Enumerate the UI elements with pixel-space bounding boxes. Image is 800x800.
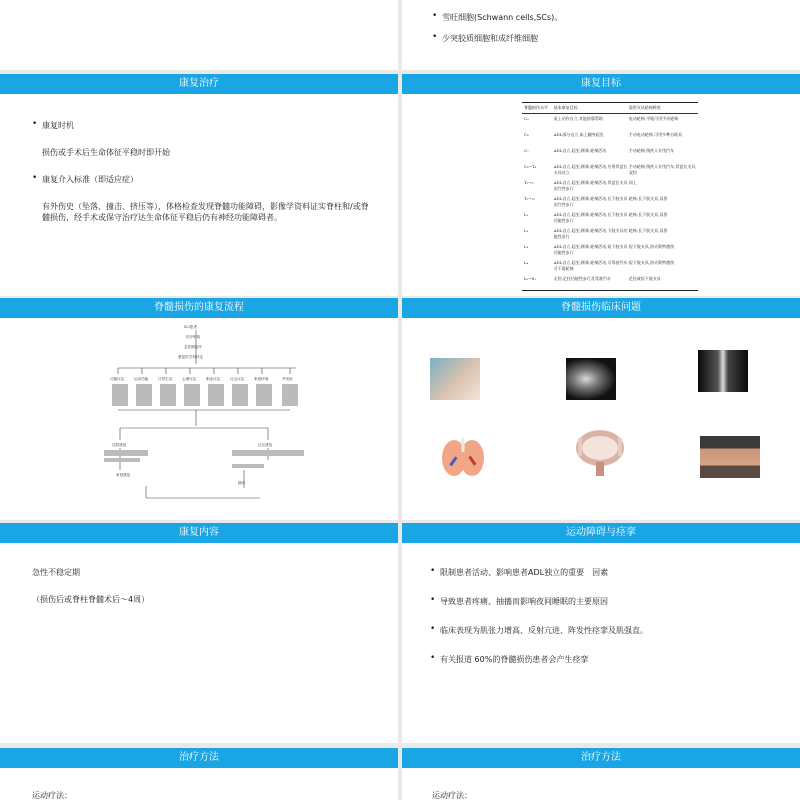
- table-cell: C₅: [524, 116, 529, 121]
- table-cell: L₂: [524, 228, 529, 233]
- flow-node: 急性期治疗: [184, 345, 202, 349]
- table-row: [522, 146, 698, 162]
- col-header: 需用支具轮椅种类: [628, 105, 661, 110]
- flow-node: 康复医学科评定: [178, 355, 204, 359]
- table-cell: ADL自立,起坐,移乘,轮椅活动,下肢支具功能性步行: [553, 228, 628, 239]
- flow-node: 职业评定: [206, 377, 221, 381]
- spasticity-point: • 导致患者疼痛、抽搐而影响夜间睡眠的主要原因: [428, 596, 780, 607]
- flow-node: 家庭环境: [254, 377, 269, 381]
- back-photo: [700, 436, 760, 478]
- spasticity-point: • 有关报道 60%的脊髓损伤患者会产生痉挛: [428, 654, 780, 665]
- table-cell: ADL自立,起坐,移乘,轮椅活动,骨盆长支具治疗性步行: [553, 180, 628, 191]
- table-cell: ADL部分自立,床上翻身起坐: [553, 132, 604, 137]
- mri-spine-image: [698, 350, 748, 392]
- table-cell: 轮椅,长下肢支具,双拐: [628, 196, 668, 201]
- slide-title: 康复目标: [402, 74, 800, 94]
- table-cell: ADL自立,起坐,移乘,轮椅活动,长下肢支具功能性步行: [553, 212, 628, 223]
- table-row: [522, 242, 698, 258]
- flow-node: 社会评定: [230, 377, 245, 381]
- flow-node: SCI患者: [184, 325, 198, 329]
- therapy-label: 运动疗法：: [32, 791, 72, 800]
- flow-node: 随访: [238, 481, 246, 485]
- table-cell: 电动轮椅,平地可用手动轮椅: [628, 116, 679, 121]
- slide-title: 脊髓损伤的康复流程: [0, 298, 398, 318]
- table-cell: ADL自立,起坐,移乘,轮椅活动,短下肢支具功能性步行: [553, 244, 628, 255]
- slide-rehab-flow: [0, 298, 398, 520]
- flow-node: 家庭康复: [116, 473, 131, 477]
- flow-node: 心理评定: [182, 377, 197, 381]
- phase-heading: 急性不稳定期: [32, 568, 80, 577]
- table-row: [522, 258, 698, 274]
- slide-treatment-left: [0, 748, 398, 800]
- table-cell: 轮椅,长下肢支具,双拐: [628, 212, 668, 217]
- slide-motor-spasticity: [402, 523, 800, 743]
- slide-title: 康复治疗: [0, 74, 398, 94]
- table-cell: ADL自立,起坐,移乘,轮椅活动,长下肢支具治疗性步行: [553, 196, 628, 207]
- table-cell: 同上: [628, 180, 637, 185]
- table-row: [522, 178, 698, 194]
- bullet-rehab-timing: • 康复时机: [30, 120, 374, 131]
- table-row: [522, 226, 698, 242]
- table-row: [522, 194, 698, 210]
- slide-title: 脊髓损伤临床问题: [402, 298, 800, 318]
- flow-node: 住院康复: [112, 443, 127, 447]
- table-cell: 桌上动作自立,其他依靠帮助: [553, 116, 603, 121]
- table-cell: 轮椅,长下肢支具,双拐: [628, 228, 668, 233]
- table-cell: 足托或短下肢支具: [628, 276, 661, 281]
- flow-node: 运动功能: [134, 377, 149, 381]
- flow-node: 社区康复: [258, 443, 273, 447]
- table-cell: L₄: [524, 260, 529, 265]
- flow-node: 医疗机构: [186, 335, 201, 339]
- slide-top-right: [402, 0, 800, 70]
- flow-node: 日常生活: [158, 377, 173, 381]
- bullet-indication: • 康复介入标准（即适应症）: [30, 174, 374, 185]
- table-cell: 手动轮椅,残疾人专用汽车: [628, 148, 675, 153]
- table-cell: 短下肢支具,洛夫斯特德拐: [628, 260, 675, 265]
- rehab-flowchart: [0, 298, 398, 520]
- rehab-timing-text: 损伤或手术后生命体征平稳时即开始: [42, 148, 170, 157]
- table-cell: L₃: [524, 244, 529, 249]
- flow-node: 功能评定: [110, 377, 125, 381]
- slide-rehab-content: [0, 523, 398, 743]
- slide-title: 康复内容: [0, 523, 398, 543]
- table-row: [522, 130, 698, 146]
- spasticity-point: • 临床表现为肌张力增高、反射亢进、阵发性痉挛及肌强直。: [428, 625, 780, 636]
- cell-type-item: • 少突胶质细胞和成纤维细胞: [430, 33, 562, 44]
- bladder-illustration: [570, 428, 630, 478]
- flow-node: 并发症: [282, 377, 293, 381]
- table-cell: ADL自立,起坐,移乘,轮椅活动: [553, 148, 607, 153]
- slide-clinical-issues: [402, 298, 800, 520]
- slide-top-left: [0, 0, 398, 70]
- table-cell: 手动轮椅,残疾人专用汽车,骨盆长支具,双拐: [628, 164, 697, 175]
- table-cell: C₈~T₄: [524, 164, 537, 169]
- table-cell: C₇: [524, 148, 529, 153]
- table-cell: ADL自立,起坐,移乘,轮椅活动,应用骨盆长支具站立: [553, 164, 628, 175]
- rehab-goal-table: [522, 102, 698, 291]
- table-cell: L₅~S₁: [524, 276, 536, 281]
- slide-title: 治疗方法: [0, 748, 398, 768]
- table-row: [522, 114, 698, 130]
- table-cell: 短下肢支具,洛夫斯特德拐: [628, 244, 675, 249]
- spasticity-point: • 限制患者活动、影响患者ADL独立的重要 因素: [428, 567, 780, 578]
- table-cell: ADL自立,起坐,移乘,轮椅活动,可驾驶汽车,可不需轮椅: [553, 260, 629, 271]
- table-cell: 无拐,足托功能性步行及驾驶汽车: [553, 276, 611, 281]
- slide-rehab-therapy: [0, 74, 398, 296]
- col-header: 基本康复目标: [553, 105, 578, 110]
- patient-photo: [430, 358, 480, 400]
- table-row: [522, 162, 698, 178]
- xray-image: [566, 358, 616, 400]
- table-row: [522, 274, 698, 290]
- table-row: [522, 210, 698, 226]
- slide-treatment-right: [402, 748, 800, 800]
- table-cell: T₅~₈: [524, 180, 534, 185]
- phase-period: （损伤后或脊柱脊髓术后～4周）: [32, 595, 150, 604]
- table-header: [522, 103, 698, 114]
- therapy-label: 运动疗法：: [432, 791, 472, 800]
- table-cell: C₆: [524, 132, 529, 137]
- slide-title: 运动障碍与痉挛: [402, 523, 800, 543]
- indication-text: 有外伤史（坠落、撞击、挤压等），体格检查发现脊髓功能障碍，影像学资料证实脊柱和/或脊髓损伤，经手术或保守治疗达生命体征平稳后仍有神经功能障碍者。: [42, 202, 369, 222]
- slide-rehab-goals: [402, 74, 800, 296]
- col-header: 脊髓损伤水平: [524, 105, 548, 110]
- cell-type-item: • 雪旺细胞(Schwann cells,SCs)。: [430, 12, 562, 23]
- lungs-illustration: [438, 436, 488, 478]
- table-cell: L₁: [524, 212, 529, 217]
- slide-title: 治疗方法: [402, 748, 800, 768]
- table-cell: 手动电动轮椅,可用多种自助具: [628, 132, 683, 137]
- table-cell: T₉~₁₂: [524, 196, 535, 201]
